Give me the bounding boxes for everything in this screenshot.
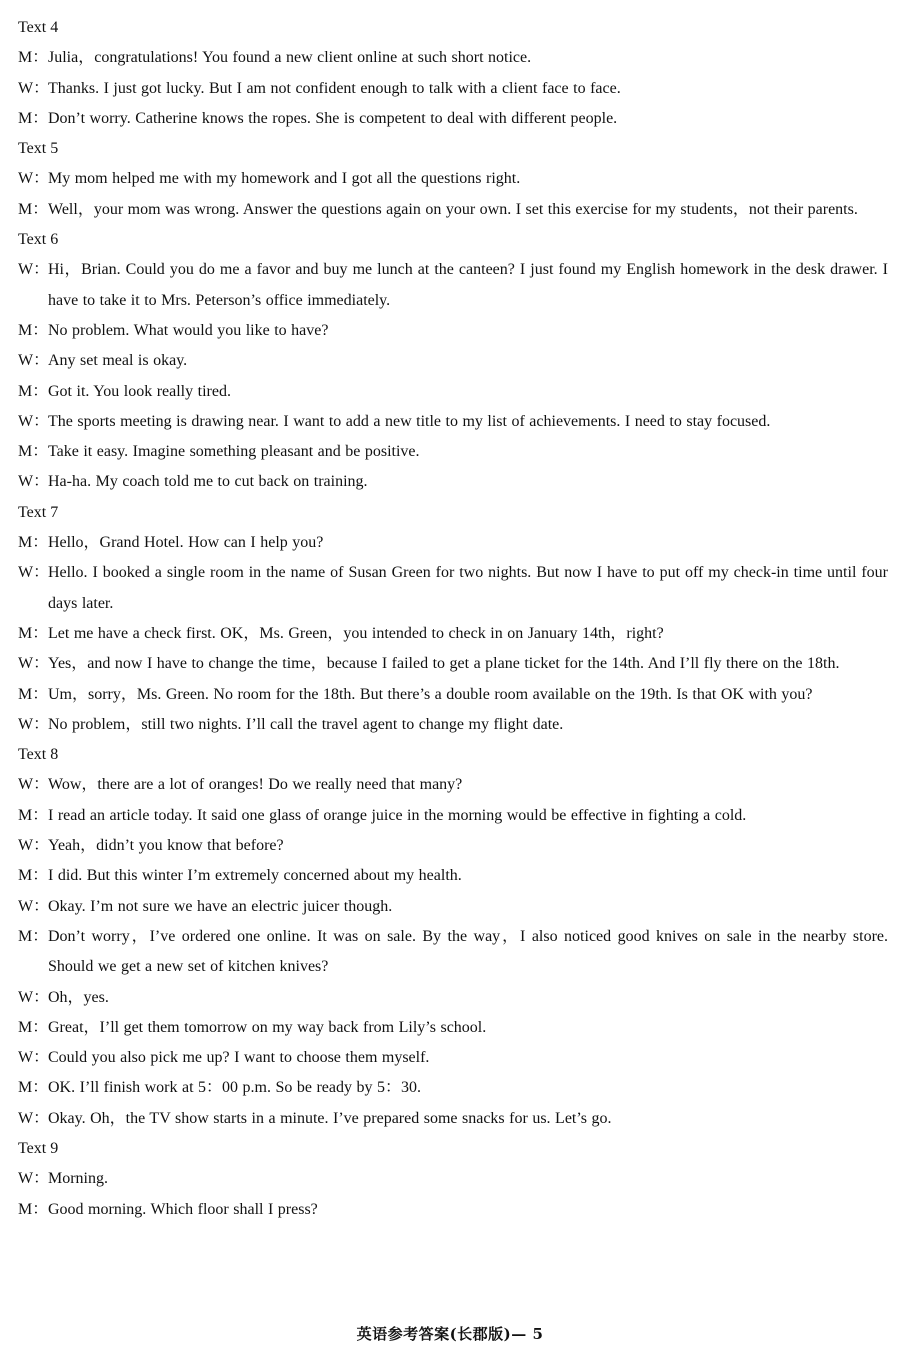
- dialogue-text: Oh，yes.: [48, 988, 109, 1006]
- dialogue-line: [18, 1073, 888, 1103]
- dialogue-text: Take it easy. Imagine something pleasant and be positive.: [48, 443, 420, 461]
- speaker-label: W：: [18, 655, 50, 673]
- dialogue-text: Morning.: [48, 1170, 108, 1188]
- speaker-label: M：: [18, 927, 49, 945]
- speaker-label: W：: [18, 1109, 50, 1127]
- dialogue-text: Ha-ha. My coach told me to cut back on training.: [48, 473, 368, 491]
- dialogue-line: [18, 892, 888, 922]
- dialogue-line: [18, 983, 888, 1013]
- dialogue-line: [18, 346, 888, 376]
- dialogue-line: [18, 1195, 888, 1225]
- dialogue-text: Um，sorry，Ms. Green. No room for the 18th. But there’s a double room available on the 19th. Is that OK with you?: [48, 685, 813, 703]
- dialogue-line: [18, 467, 888, 497]
- dialogue-text: Great，I’ll get them tomorrow on my way back from Lily’s school.: [48, 1018, 487, 1036]
- dialogue-line: [18, 861, 888, 891]
- speaker-label: W：: [18, 261, 50, 279]
- speaker-label: W：: [18, 776, 50, 794]
- dialogue-line: [18, 74, 888, 104]
- speaker-label: W：: [18, 564, 50, 582]
- dialogue-line: [18, 1013, 888, 1043]
- dialogue-line: [18, 831, 888, 861]
- speaker-label: W：: [18, 837, 50, 855]
- dialogue-text: Let me have a check first. OK，Ms. Green，you intended to check in on January 14th，right?: [48, 624, 664, 642]
- dialogue-line: [18, 801, 888, 831]
- dialogue-line: [18, 770, 888, 800]
- speaker-label: M：: [18, 806, 49, 824]
- dialogue-line: [18, 195, 888, 225]
- dialogue-line: [18, 619, 888, 649]
- speaker-label: M：: [18, 685, 49, 703]
- section-heading: Text 6: [18, 231, 59, 249]
- dialogue-line: [18, 437, 888, 467]
- speaker-label: M：: [18, 1018, 49, 1036]
- dialogue-text: Hi，Brian. Could you do me a favor and buy me lunch at the canteen? I just found my English homework in the desk drawer. I have to take it to Mrs. Peterson’s office immediately.: [48, 261, 889, 309]
- dialogue-text: Okay. Oh，the TV show starts in a minute. I’ve prepared some snacks for us. Let’s go.: [48, 1109, 612, 1127]
- dialogue-text: Julia，congratulations! You found a new client online at such short notice.: [48, 49, 532, 67]
- speaker-label: W：: [18, 170, 50, 188]
- speaker-label: M：: [18, 1079, 49, 1097]
- speaker-label: M：: [18, 1200, 49, 1218]
- dialogue-line: [18, 922, 888, 983]
- dialogue-line: [18, 104, 888, 134]
- speaker-label: M：: [18, 109, 49, 127]
- speaker-label: M：: [18, 534, 49, 552]
- speaker-label: W：: [18, 897, 50, 915]
- dialogue-line: [18, 558, 888, 619]
- dialogue-text: No problem，still two nights. I’ll call the travel agent to change my flight date.: [48, 715, 564, 733]
- section-heading: Text 7: [18, 503, 59, 521]
- dialogue-text: Yes，and now I have to change the time，because I failed to get a plane ticket for the 14th. And I’ll fly there on the 18th.: [48, 655, 840, 673]
- dialogue-text: Good morning. Which floor shall I press?: [48, 1200, 318, 1218]
- dialogue-text: My mom helped me with my homework and I got all the questions right.: [48, 170, 521, 188]
- dialogue-line: [18, 1164, 888, 1194]
- dialogue-line: [18, 255, 888, 316]
- dialogue-text: Don’t worry. Catherine knows the ropes. She is competent to deal with different people.: [48, 109, 618, 127]
- dialogue-text: Okay. I’m not sure we have an electric juicer though.: [48, 897, 393, 915]
- dialogue-line: [18, 1104, 888, 1134]
- dialogue-text: Wow，there are a lot of oranges! Do we really need that many?: [48, 776, 463, 794]
- speaker-label: M：: [18, 443, 49, 461]
- dialogue-text: No problem. What would you like to have?: [48, 321, 329, 339]
- section-heading: Text 8: [18, 746, 59, 764]
- dialogue-text: Don’t worry，I’ve ordered one online. It was on sale. By the way，I also noticed good knives on sale in the nearby store. Should we get a new set of kitchen knives?: [48, 927, 888, 976]
- dialogue-text: I did. But this winter I’m extremely concerned about my health.: [48, 867, 462, 885]
- speaker-label: W：: [18, 473, 50, 491]
- transcript: [18, 13, 888, 1225]
- speaker-label: W：: [18, 412, 50, 430]
- dialogue-line: [18, 43, 888, 73]
- speaker-label: M：: [18, 382, 49, 400]
- dialogue-line: [18, 164, 888, 194]
- dialogue-line: [18, 316, 888, 346]
- speaker-label: W：: [18, 715, 50, 733]
- speaker-label: W：: [18, 988, 50, 1006]
- page-footer: 英语参考答案(长郡版)— 5: [356, 1325, 544, 1343]
- speaker-label: W：: [18, 79, 50, 97]
- section-heading: Text 4: [18, 19, 59, 36]
- speaker-label: W：: [18, 1170, 50, 1188]
- dialogue-text: OK. I’ll finish work at 5：00 p.m. So be ready by 5：30.: [48, 1079, 422, 1097]
- dialogue-text: Could you also pick me up? I want to choose them myself.: [48, 1049, 430, 1067]
- dialogue-line: [18, 680, 888, 710]
- dialogue-text: Got it. You look really tired.: [48, 382, 231, 400]
- speaker-label: M：: [18, 49, 49, 67]
- dialogue-line: [18, 377, 888, 407]
- dialogue-text: The sports meeting is drawing near. I want to add a new title to my list of achievements. I need to stay focused.: [48, 412, 771, 430]
- dialogue-text: Well，your mom was wrong. Answer the questions again on your own. I set this exercise for my students，not their parents.: [48, 200, 858, 218]
- dialogue-line: [18, 528, 888, 558]
- dialogue-line: [18, 649, 888, 679]
- speaker-label: W：: [18, 352, 50, 370]
- section-heading: Text 5: [18, 140, 59, 158]
- dialogue-text: Yeah，didn’t you know that before?: [48, 837, 284, 855]
- speaker-label: M：: [18, 200, 49, 218]
- dialogue-text: Hello. I booked a single room in the name of Susan Green for two nights. But now I have to put off my check-in time until four days later.: [48, 564, 888, 612]
- dialogue-text: Any set meal is okay.: [48, 352, 188, 370]
- speaker-label: W：: [18, 1049, 50, 1067]
- speaker-label: M：: [18, 867, 49, 885]
- dialogue-line: [18, 710, 888, 740]
- dialogue-text: I read an article today. It said one glass of orange juice in the morning would be effective in fighting a cold.: [48, 806, 747, 824]
- speaker-label: M：: [18, 624, 49, 642]
- dialogue-text: Thanks. I just got lucky. But I am not confident enough to talk with a client face to face.: [48, 79, 621, 97]
- dialogue-line: [18, 407, 888, 437]
- section-heading: Text 9: [18, 1139, 59, 1157]
- speaker-label: M：: [18, 321, 49, 339]
- dialogue-line: [18, 1043, 888, 1073]
- dialogue-text: Hello，Grand Hotel. How can I help you?: [48, 534, 324, 552]
